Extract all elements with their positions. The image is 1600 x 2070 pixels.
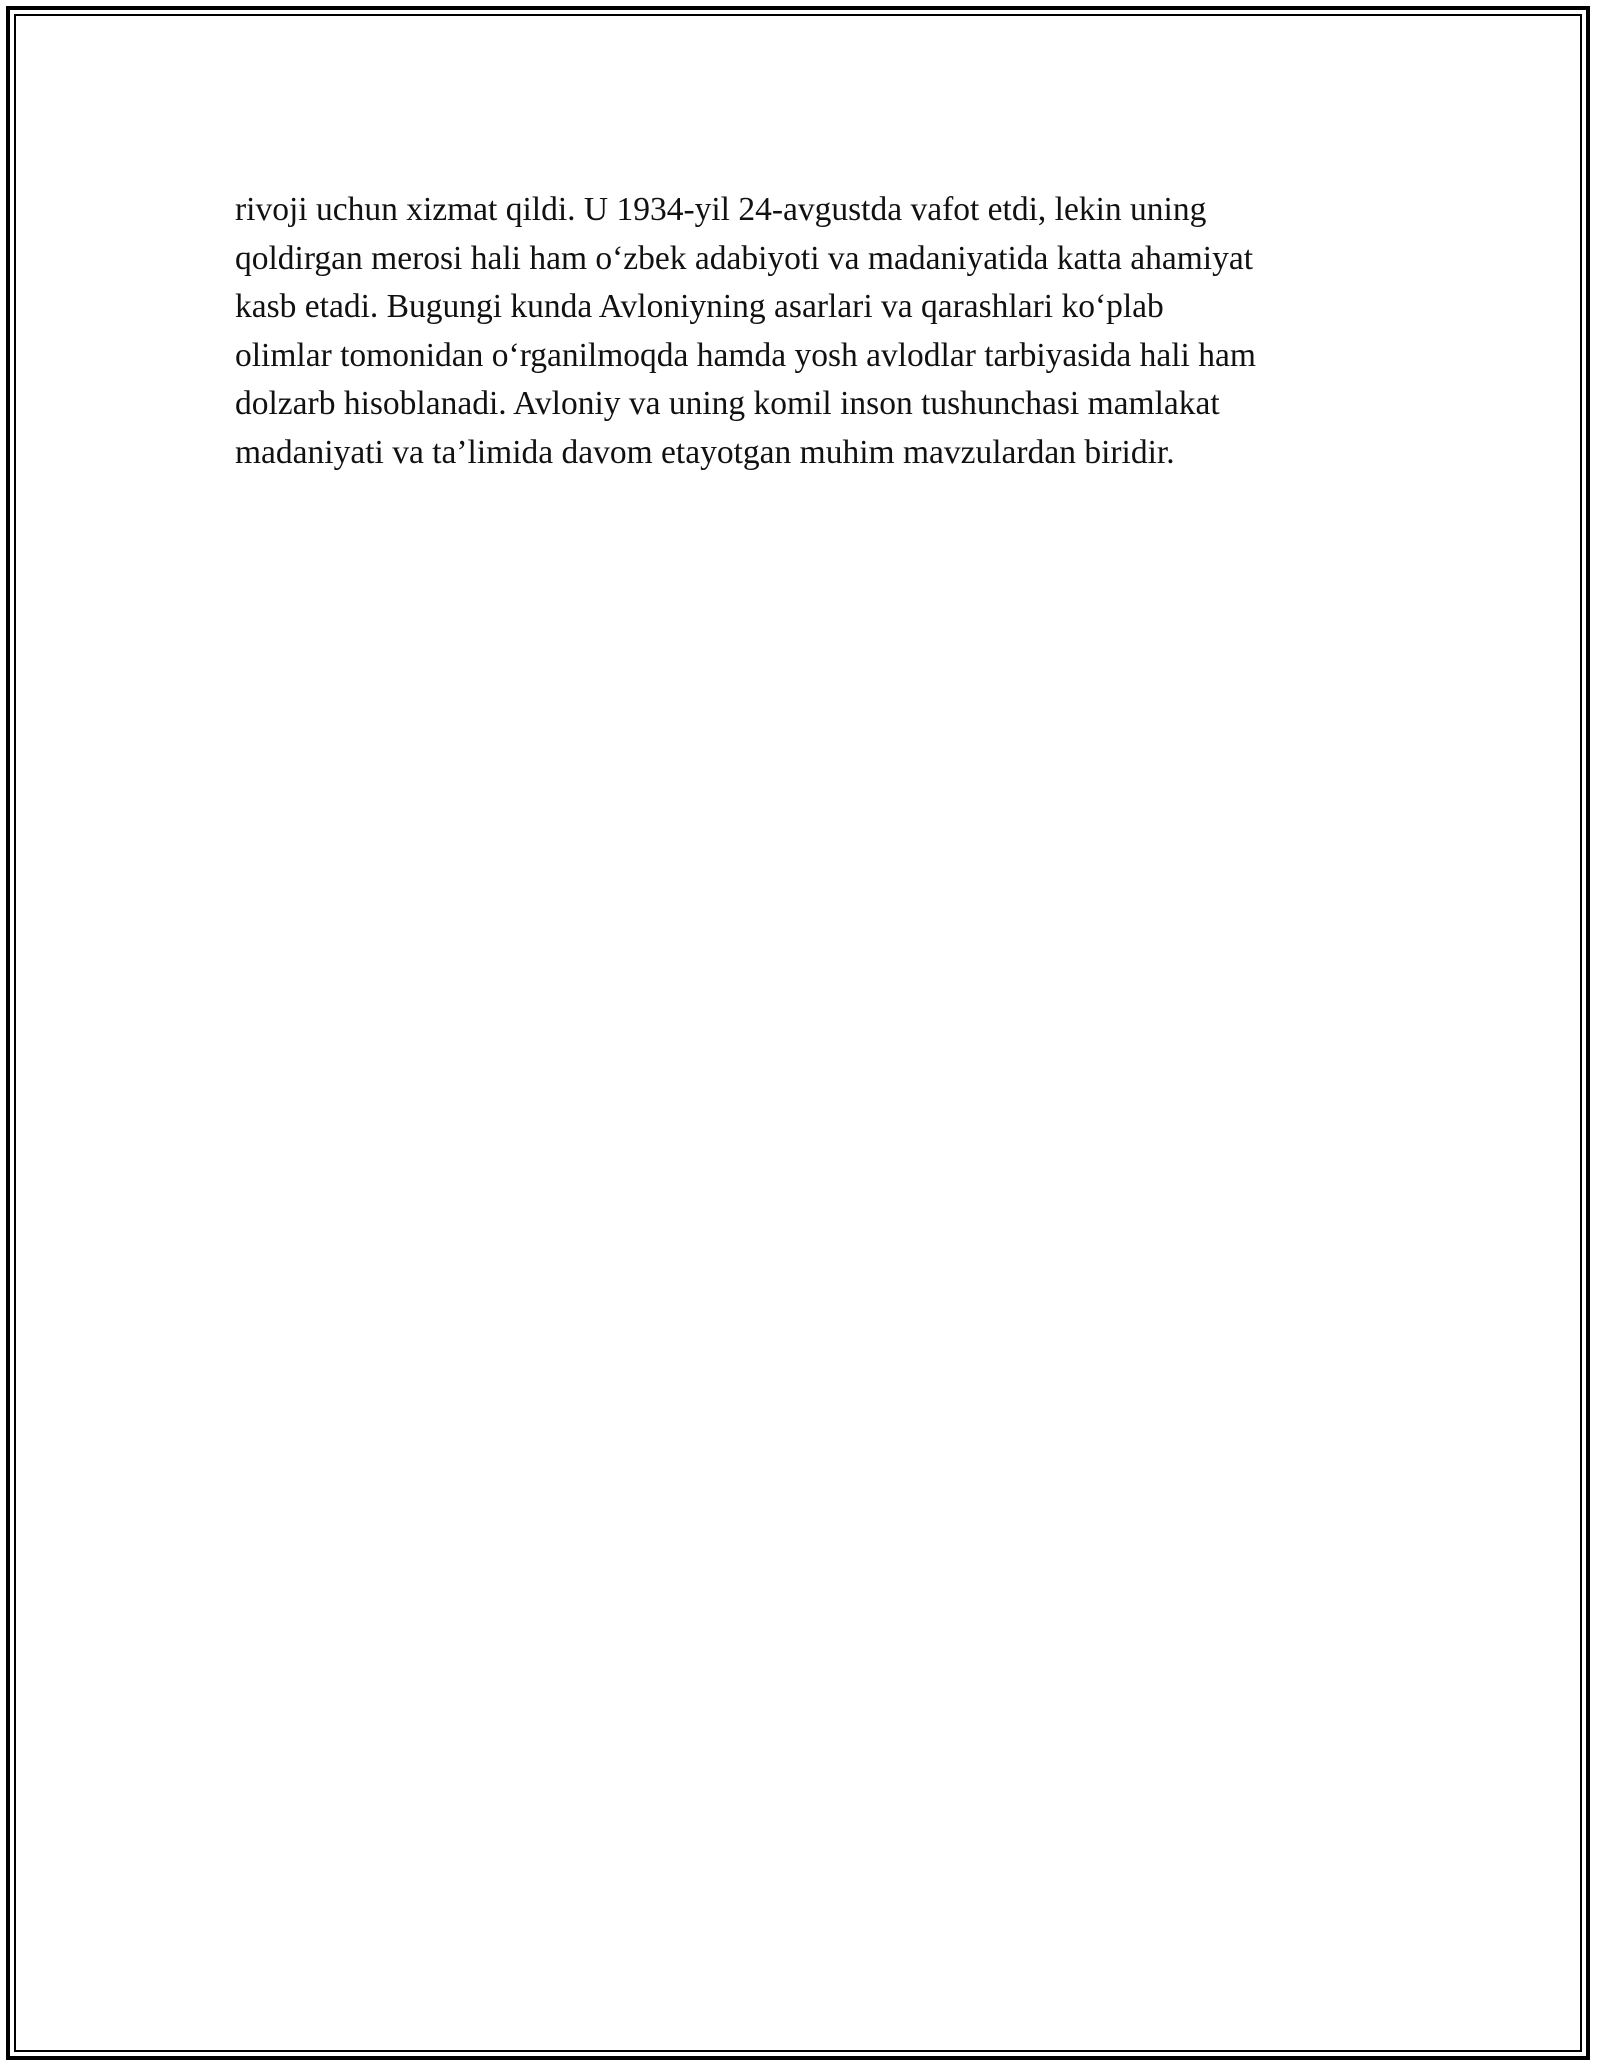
body-paragraph: [235, 186, 1385, 477]
paragraph-line: qoldirgan merosi hali ham o‘zbek adabiyoti va madaniyatida katta ahamiyat: [235, 239, 1254, 277]
paragraph-line: dolzarb hisoblanadi. Avloniy va uning komil inson tushunchasi mamlakat: [235, 385, 1220, 422]
paragraph-line: kasb etadi. Bugungi kunda Avloniyning asarlari va qarashlari ko‘plab: [235, 288, 1164, 325]
paragraph-line: olimlar tomonidan o‘rganilmoqda hamda yosh avlodlar tarbiyasida hali ham: [235, 336, 1256, 374]
paragraph-line: rivoji uchun xizmat qildi. U 1934-yil 24-avgustda vafot etdi, lekin uning: [235, 191, 1207, 228]
paragraph-line: madaniyati va ta’limida davom etayotgan muhim mavzulardan biridir.: [235, 433, 1175, 471]
